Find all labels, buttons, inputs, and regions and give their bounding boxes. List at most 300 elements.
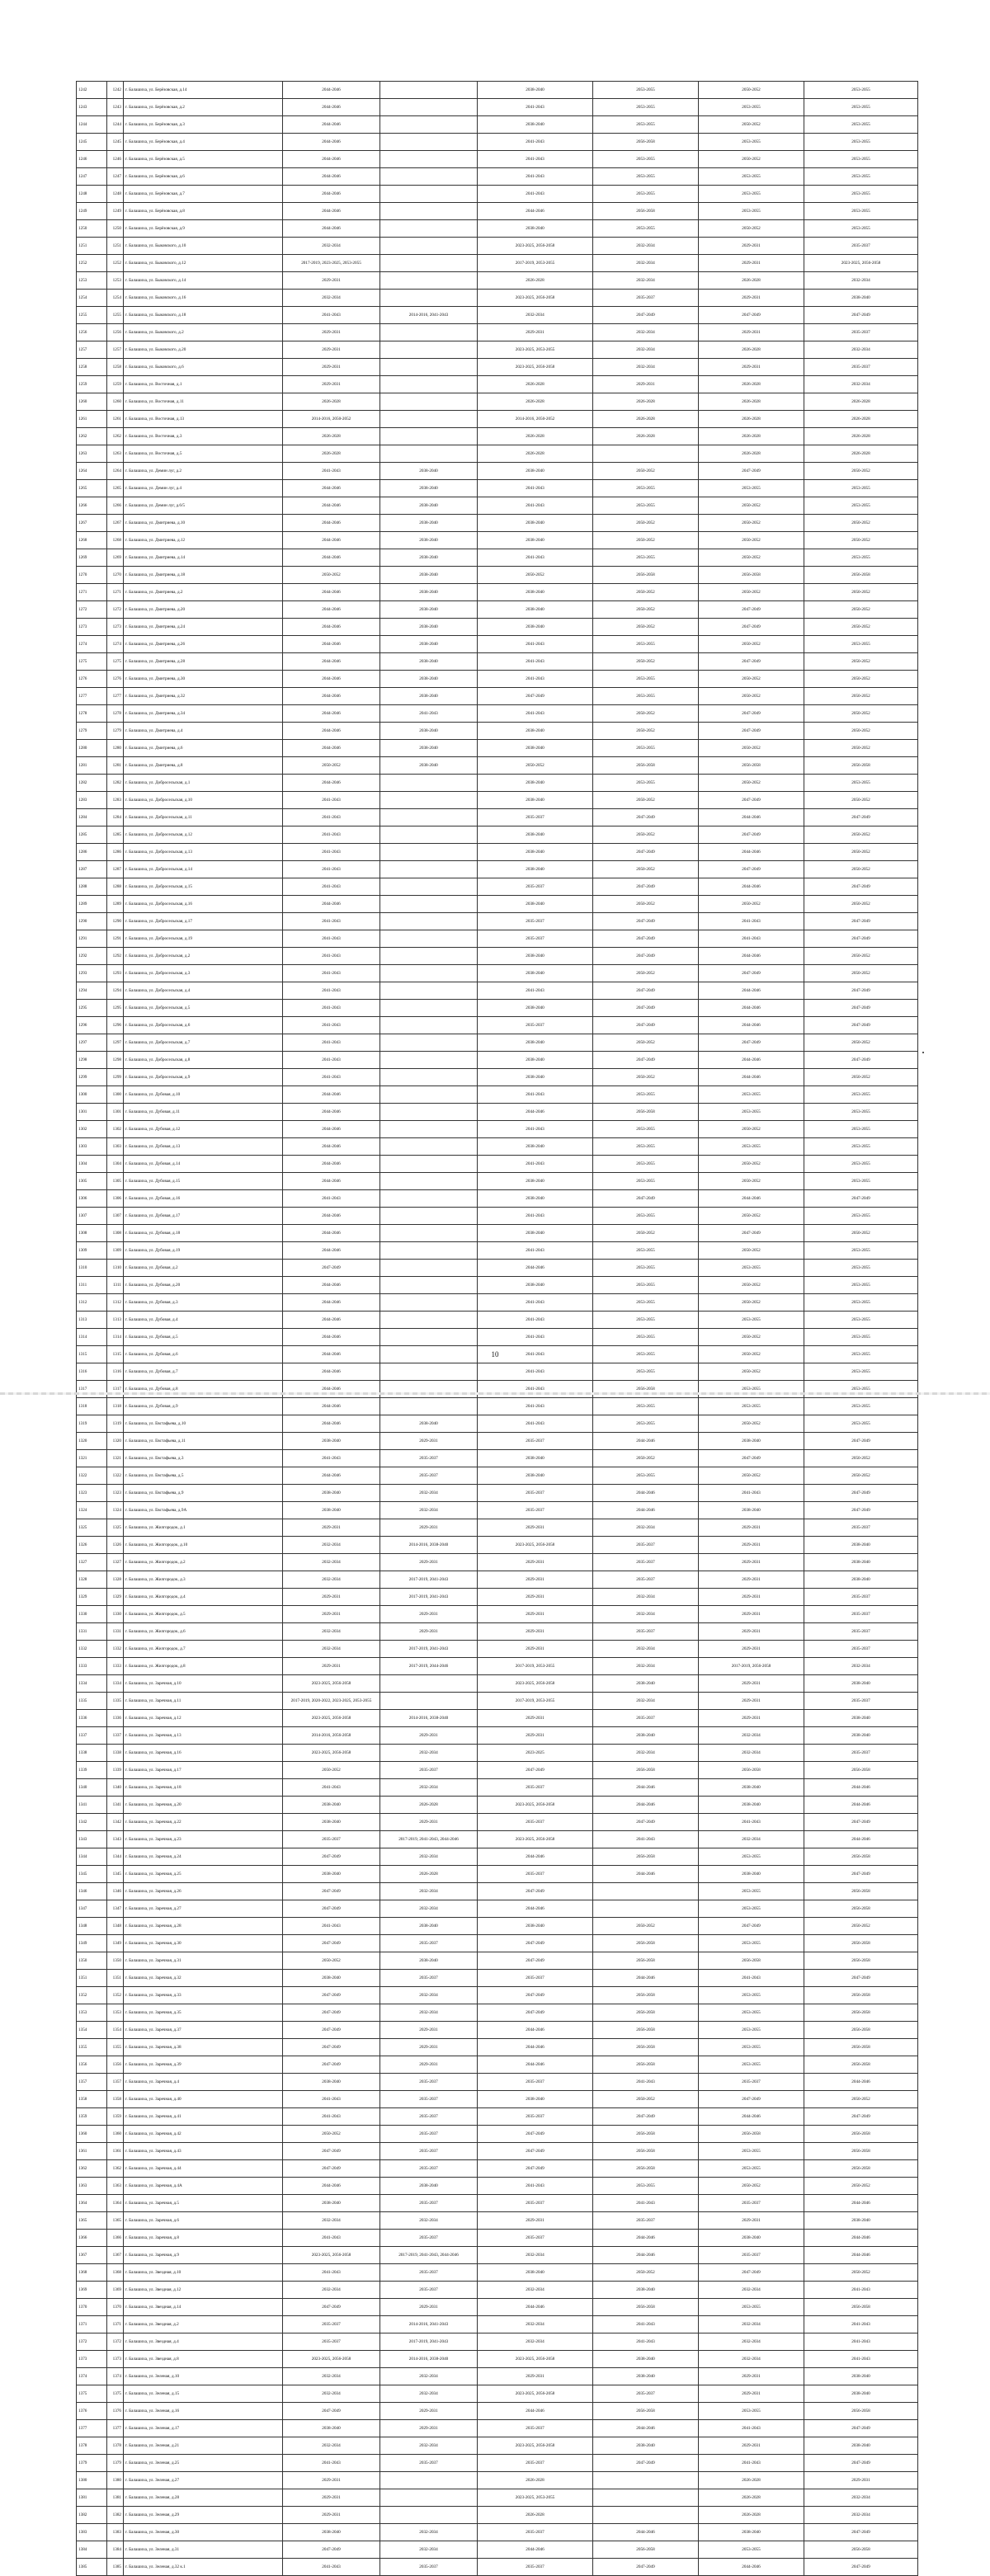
period-cell-6: 2053-2055 [804,1381,918,1398]
address-cell: г. Балашиха, ул. Демин луг, д.6/5 [124,497,283,515]
period-cell-5: 2017-2019, 2056-2058 [699,1658,804,1675]
period-cell-4: 2050-2052 [593,792,699,809]
period-cell-5: 2050-2052 [699,1363,804,1381]
period-cell-6: 2053-2055 [804,1294,918,1312]
row-number-cell: 1260 [107,393,124,411]
address-cell: г. Балашиха, ул. Зеленая, д.16 [124,2403,283,2420]
period-cell-6: 2053-2055 [804,1208,918,1225]
row-id-cell: 1372 [77,2333,107,2351]
table-row [77,1641,918,1658]
period-cell-6: 2047-2049 [804,1052,918,1069]
period-cell-6: 2041-2043 [804,2351,918,2368]
row-number-cell: 1377 [107,2420,124,2437]
period-cell-3: 2044-2046 [478,2039,593,2056]
period-cell-2: 2038-2040 [380,515,478,532]
period-cell-6: 2056-2058 [804,1762,918,1779]
period-cell-1: 2044-2046 [283,1312,380,1329]
row-id-cell: 1338 [77,1745,107,1762]
address-cell: г. Балашиха, ул. Добросельская, д.17 [124,913,283,930]
address-cell: г. Балашиха, ул. Звездная, д.10 [124,2264,283,2282]
period-cell-3: 2035-2037 [478,1866,593,1883]
row-id-cell: 1355 [77,2039,107,2056]
period-cell-2 [380,965,478,982]
row-number-cell: 1374 [107,2368,124,2385]
period-cell-1: 2050-2052 [283,1952,380,1970]
period-cell-5: 2026-2028 [699,428,804,445]
period-cell-6: 2053-2055 [804,1329,918,1346]
row-id-cell: 1305 [77,1173,107,1190]
row-number-cell: 1277 [107,688,124,705]
address-cell: г. Балашиха, ул. Звездная, д.2 [124,2316,283,2333]
table-row [77,1086,918,1104]
period-cell-3: 2014-2016, 2050-2052 [478,411,593,428]
table-row [77,965,918,982]
row-id-cell: 1284 [77,809,107,826]
row-id-cell: 1268 [77,532,107,549]
table-row [77,1294,918,1312]
period-cell-6: 2056-2058 [804,2299,918,2316]
period-cell-2: 2035-2037 [380,2230,478,2247]
period-cell-5: 2032-2034 [699,2316,804,2333]
period-cell-5: 2053-2055 [699,203,804,220]
period-cell-4: 2053-2055 [593,186,699,203]
period-cell-5: 2029-2031 [699,1589,804,1606]
period-cell-3: 2026-2028 [478,272,593,290]
row-id-cell: 1345 [77,1866,107,1883]
table-row [77,1312,918,1329]
period-cell-2: 2035-2037 [380,2195,478,2212]
period-cell-1: 2044-2046 [283,705,380,723]
period-cell-1: 2047-2049 [283,2403,380,2420]
table-row [77,809,918,826]
table-row [77,2489,918,2507]
period-cell-6: 2047-2049 [804,878,918,896]
period-cell-5: 2026-2028 [699,272,804,290]
table-row [77,601,918,619]
period-cell-2 [380,82,478,99]
address-cell: г. Балашиха, ул. Заречная, д.16 [124,1745,283,1762]
row-id-cell: 1276 [77,671,107,688]
period-cell-5: 2044-2046 [699,2559,804,2576]
address-cell: г. Балашиха, ул. Заречная, д.37 [124,2022,283,2039]
row-number-cell: 1258 [107,359,124,376]
period-cell-1: 2044-2046 [283,584,380,601]
table-row [77,930,918,948]
period-cell-2: 2038-2040 [380,497,478,515]
table-row [77,1606,918,1623]
period-cell-6: 2047-2049 [804,930,918,948]
period-cell-6: 2047-2049 [804,307,918,324]
period-cell-1: 2047-2049 [283,2022,380,2039]
period-cell-3: 2050-2052 [478,567,593,584]
row-number-cell: 1366 [107,2230,124,2247]
period-cell-4: 2050-2052 [593,2264,699,2282]
period-cell-6: 2038-2040 [804,1554,918,1571]
address-cell: г. Балашиха, ул. Заречная, д.10 [124,1675,283,1693]
row-number-cell: 1273 [107,619,124,636]
period-cell-3: 2038-2040 [478,1190,593,1208]
period-cell-4: 2056-2058 [593,1935,699,1952]
period-cell-2: 2032-2034 [380,2004,478,2022]
period-cell-1: 2041-2043 [283,2230,380,2247]
table-row [77,1952,918,1970]
row-number-cell: 1323 [107,1485,124,1502]
row-id-cell: 1356 [77,2056,107,2074]
period-cell-3: 2017-2019, 2053-2055 [478,255,593,272]
row-id-cell: 1321 [77,1450,107,1467]
period-cell-6: 2047-2049 [804,1814,918,1831]
row-number-cell: 1242 [107,82,124,99]
period-cell-6: 2053-2055 [804,116,918,134]
period-cell-4 [593,1883,699,1900]
period-cell-6: 2044-2046 [804,1831,918,1848]
period-cell-1: 2044-2046 [283,723,380,740]
row-number-cell: 1256 [107,324,124,341]
period-cell-2 [380,1017,478,1034]
address-cell: г. Балашиха, ул. Евстафьева, д.9А [124,1502,283,1519]
row-id-cell: 1361 [77,2143,107,2160]
period-cell-1: 2044-2046 [283,151,380,168]
row-number-cell: 1383 [107,2524,124,2541]
address-cell: г. Балашиха, ул. Заречная, д.4 [124,2074,283,2091]
row-number-cell: 1303 [107,1138,124,1156]
period-cell-5: 2029-2031 [699,1623,804,1641]
address-cell: г. Балашиха, ул. Дмитриева, д.14 [124,549,283,567]
period-cell-4: 2038-2040 [593,2282,699,2299]
period-cell-4: 2038-2040 [593,2437,699,2455]
period-cell-3: 2038-2040 [478,1277,593,1294]
period-cell-3: 2041-2043 [478,671,593,688]
period-cell-2 [380,844,478,861]
row-id-cell: 1347 [77,1900,107,1918]
period-cell-4: 2041-2043 [593,1831,699,1848]
table-row [77,1710,918,1727]
period-cell-5: 2056-2058 [699,757,804,775]
period-cell-6: 2056-2058 [804,1900,918,1918]
period-cell-4: 2050-2052 [593,896,699,913]
row-id-cell: 1313 [77,1312,107,1329]
period-cell-3: 2029-2031 [478,1606,593,1623]
period-cell-3: 2035-2037 [478,1485,593,1502]
address-cell: г. Балашиха, ул. Заречная, д.17 [124,1762,283,1779]
period-cell-5: 2050-2052 [699,671,804,688]
period-cell-6: 2053-2055 [804,1156,918,1173]
period-cell-2: 2035-2037 [380,2143,478,2160]
period-cell-4 [593,445,699,463]
row-id-cell: 1252 [77,255,107,272]
period-cell-3: 2023-2025 [478,1745,593,1762]
period-cell-3: 2035-2037 [478,1779,593,1797]
period-cell-4: 2056-2058 [593,2299,699,2316]
period-cell-5: 2053-2055 [699,1312,804,1329]
period-cell-5: 2053-2055 [699,1398,804,1415]
row-id-cell: 1344 [77,1848,107,1866]
period-cell-3: 2038-2040 [478,896,593,913]
row-id-cell: 1281 [77,757,107,775]
period-cell-3: 2017-2019, 2053-2055 [478,1658,593,1675]
period-cell-2: 2035-2037 [380,2264,478,2282]
period-cell-4: 2032-2034 [593,238,699,255]
table-row [77,1554,918,1571]
row-id-cell: 1332 [77,1641,107,1658]
period-cell-5: 2053-2055 [699,2160,804,2178]
period-cell-1: 2038-2040 [283,2524,380,2541]
period-cell-3: 2041-2043 [478,99,593,116]
address-cell: г. Балашиха, ул. Зеленая, д.30 [124,2524,283,2541]
period-cell-5: 2053-2055 [699,1935,804,1952]
period-cell-1: 2044-2046 [283,532,380,549]
period-cell-1: 2041-2043 [283,878,380,896]
table-row [77,2212,918,2230]
period-cell-2 [380,2472,478,2489]
period-cell-5: 2050-2052 [699,1121,804,1138]
table-row [77,2368,918,2385]
period-cell-1: 2032-2034 [283,2385,380,2403]
table-row [77,1242,918,1260]
table-row [77,445,918,463]
row-number-cell: 1330 [107,1606,124,1623]
period-cell-3: 2038-2040 [478,220,593,238]
address-cell: г. Балашиха, ул. Звездная, д.4 [124,2333,283,2351]
table-row [77,2437,918,2455]
period-cell-5: 2032-2034 [699,1727,804,1745]
address-cell: г. Балашиха, ул. Евстафьева, д.3 [124,1450,283,1467]
period-cell-3: 2026-2028 [478,445,593,463]
row-number-cell: 1318 [107,1398,124,1415]
table-row [77,878,918,896]
period-cell-6: 2053-2055 [804,1086,918,1104]
address-cell: г. Балашиха, ул. Добросельская, д.19 [124,930,283,948]
period-cell-3: 2041-2043 [478,549,593,567]
row-id-cell: 1293 [77,965,107,982]
address-cell: г. Балашиха, ул. Дубовая, д.8 [124,1381,283,1398]
period-cell-4: 2056-2058 [593,2022,699,2039]
row-number-cell: 1316 [107,1363,124,1381]
period-cell-2: 2029-2031 [380,2420,478,2437]
address-cell: г. Балашиха, ул. Берёзовская, д.5 [124,151,283,168]
table-row [77,2178,918,2195]
row-id-cell: 1368 [77,2264,107,2282]
table-row [77,1970,918,1987]
table-row [77,1502,918,1519]
period-cell-3: 2023-2025, 2056-2058 [478,1797,593,1814]
period-cell-5: 2032-2034 [699,1831,804,1848]
period-cell-6: 2053-2055 [804,1415,918,1433]
row-number-cell: 1255 [107,307,124,324]
period-cell-1: 2044-2046 [283,1398,380,1415]
period-cell-5: 2050-2052 [699,636,804,653]
period-cell-1: 2047-2049 [283,2039,380,2056]
period-cell-5: 2047-2049 [699,705,804,723]
table-row [77,116,918,134]
row-id-cell: 1337 [77,1727,107,1745]
period-cell-4: 2050-2052 [593,619,699,636]
table-row [77,2316,918,2333]
period-cell-5: 2047-2049 [699,861,804,878]
period-cell-1: 2029-2031 [283,1589,380,1606]
period-cell-4: 2038-2040 [593,2351,699,2368]
period-cell-1: 2041-2043 [283,948,380,965]
period-cell-5: 2050-2052 [699,1329,804,1346]
period-cell-5: 2050-2052 [699,1277,804,1294]
period-cell-2: 2038-2040 [380,1415,478,1433]
period-cell-3: 2035-2037 [478,930,593,948]
period-cell-3: 2038-2040 [478,584,593,601]
period-cell-1: 2041-2043 [283,1190,380,1208]
row-number-cell: 1382 [107,2507,124,2524]
period-cell-5: 2050-2052 [699,116,804,134]
period-cell-6: 2032-2034 [804,272,918,290]
address-cell: г. Балашиха, ул. Дубовая, д.10 [124,1086,283,1104]
period-cell-6: 2050-2052 [804,1225,918,1242]
row-number-cell: 1297 [107,1034,124,1052]
period-cell-4: 2035-2037 [593,1710,699,1727]
table-row [77,2333,918,2351]
period-cell-1: 2041-2043 [283,2264,380,2282]
period-cell-3: 2035-2037 [478,1814,593,1831]
period-cell-2 [380,1242,478,1260]
period-cell-3: 2044-2046 [478,203,593,220]
address-cell: г. Балашиха, ул. Добросельская, д.11 [124,809,283,826]
period-cell-5: 2050-2052 [699,584,804,601]
period-cell-3: 2038-2040 [478,619,593,636]
row-number-cell: 1341 [107,1797,124,1814]
period-cell-3: 2038-2040 [478,82,593,99]
period-cell-6: 2047-2049 [804,1433,918,1450]
period-cell-1: 2032-2034 [283,2282,380,2299]
period-cell-6: 2050-2052 [804,965,918,982]
period-cell-2: 2014-2016, 2041-2043 [380,2316,478,2333]
period-cell-4: 2056-2058 [593,2039,699,2056]
period-cell-2 [380,982,478,1000]
period-cell-4: 2032-2034 [593,1745,699,1762]
period-cell-2 [380,775,478,792]
period-cell-4 [593,2472,699,2489]
period-cell-2: 2029-2031 [380,1554,478,1571]
period-cell-6: 2056-2058 [804,757,918,775]
row-number-cell: 1280 [107,740,124,757]
row-id-cell: 1304 [77,1156,107,1173]
address-cell: г. Балашиха, ул. Дубовая, д.3 [124,1294,283,1312]
period-cell-6: 2050-2052 [804,1034,918,1052]
address-cell: г. Балашиха, ул. Берёзовская, д.4 [124,134,283,151]
period-cell-5: 2029-2031 [699,1675,804,1693]
period-cell-3: 2023-2025, 2056-2058 [478,359,593,376]
address-cell: г. Балашиха, ул. Демин луг, д.4 [124,480,283,497]
period-cell-4: 2050-2052 [593,463,699,480]
address-cell: г. Балашиха, ул. Заречная, д.22 [124,1814,283,1831]
table-row [77,1034,918,1052]
period-cell-5: 2050-2052 [699,1467,804,1485]
period-cell-2 [380,1675,478,1693]
period-cell-4: 2053-2055 [593,1173,699,1190]
period-cell-1: 2023-2025, 2056-2058 [283,1675,380,1693]
period-cell-2 [380,1277,478,1294]
table-row [77,1104,918,1121]
period-cell-5: 2053-2055 [699,2299,804,2316]
period-cell-3: 2041-2043 [478,480,593,497]
row-id-cell: 1279 [77,723,107,740]
period-cell-1: 2047-2049 [283,2143,380,2160]
period-cell-1: 2044-2046 [283,497,380,515]
period-cell-2 [380,134,478,151]
schedule-table-body [77,82,918,2576]
period-cell-4: 2044-2046 [593,1433,699,1450]
period-cell-6: 2053-2055 [804,1104,918,1121]
period-cell-2: 2038-2040 [380,532,478,549]
table-row [77,1433,918,1450]
row-number-cell: 1362 [107,2160,124,2178]
period-cell-5: 2038-2040 [699,2524,804,2541]
row-id-cell: 1264 [77,463,107,480]
period-cell-3: 2038-2040 [478,532,593,549]
table-row [77,324,918,341]
row-number-cell: 1375 [107,2385,124,2403]
row-id-cell: 1363 [77,2178,107,2195]
period-cell-3: 2038-2040 [478,844,593,861]
period-cell-3: 2047-2049 [478,1762,593,1779]
period-cell-4: 2053-2055 [593,1415,699,1433]
period-cell-5: 2044-2046 [699,1017,804,1034]
period-cell-5: 2029-2031 [699,290,804,307]
period-cell-6: 2035-2037 [804,1519,918,1537]
period-cell-5: 2029-2031 [699,324,804,341]
period-cell-5: 2038-2040 [699,1797,804,1814]
period-cell-6: 2053-2055 [804,1121,918,1138]
period-cell-5: 2053-2055 [699,480,804,497]
period-cell-5: 2053-2055 [699,2403,804,2420]
period-cell-4: 2053-2055 [593,497,699,515]
row-id-cell: 1382 [77,2507,107,2524]
period-cell-1: 2044-2046 [283,1242,380,1260]
period-cell-3: 2023-2025, 2056-2058 [478,290,593,307]
period-cell-5: 2035-2037 [699,2247,804,2264]
row-id-cell: 1349 [77,1935,107,1952]
period-cell-5: 2035-2037 [699,2074,804,2091]
period-cell-4 [593,2507,699,2524]
row-number-cell: 1378 [107,2437,124,2455]
period-cell-6: 2050-2052 [804,2264,918,2282]
period-cell-1: 2014-2016, 2050-2052 [283,411,380,428]
address-cell: г. Балашиха, ул. Жилгородок, д.5 [124,1606,283,1623]
address-cell: г. Балашиха, ул. Добросельская, д.10 [124,792,283,809]
address-cell: г. Балашиха, ул. Добросельская, д.1 [124,775,283,792]
address-cell: г. Балашиха, ул. Евстафьева, д.5 [124,1467,283,1485]
period-cell-2: 2029-2031 [380,1519,478,1537]
period-cell-1: 2044-2046 [283,775,380,792]
period-cell-6: 2050-2052 [804,688,918,705]
row-id-cell: 1342 [77,1814,107,1831]
address-cell: г. Балашиха, ул. Дмитриева, д.20 [124,601,283,619]
row-id-cell: 1359 [77,2108,107,2126]
row-number-cell: 1363 [107,2178,124,2195]
period-cell-5: 2029-2031 [699,1641,804,1658]
table-row [77,1398,918,1415]
period-cell-4: 2053-2055 [593,116,699,134]
row-id-cell: 1290 [77,913,107,930]
row-number-cell: 1338 [107,1745,124,1762]
row-id-cell: 1325 [77,1519,107,1537]
period-cell-2: 2017-2019, 2041-2043, 2044-2046 [380,1831,478,1848]
period-cell-2: 2032-2034 [380,2524,478,2541]
period-cell-3: 2047-2049 [478,2143,593,2160]
row-number-cell: 1357 [107,2074,124,2091]
period-cell-1: 2041-2043 [283,307,380,324]
row-id-cell: 1262 [77,428,107,445]
period-cell-6: 2047-2049 [804,2108,918,2126]
period-cell-2: 2038-2040 [380,740,478,757]
row-id-cell: 1330 [77,1606,107,1623]
